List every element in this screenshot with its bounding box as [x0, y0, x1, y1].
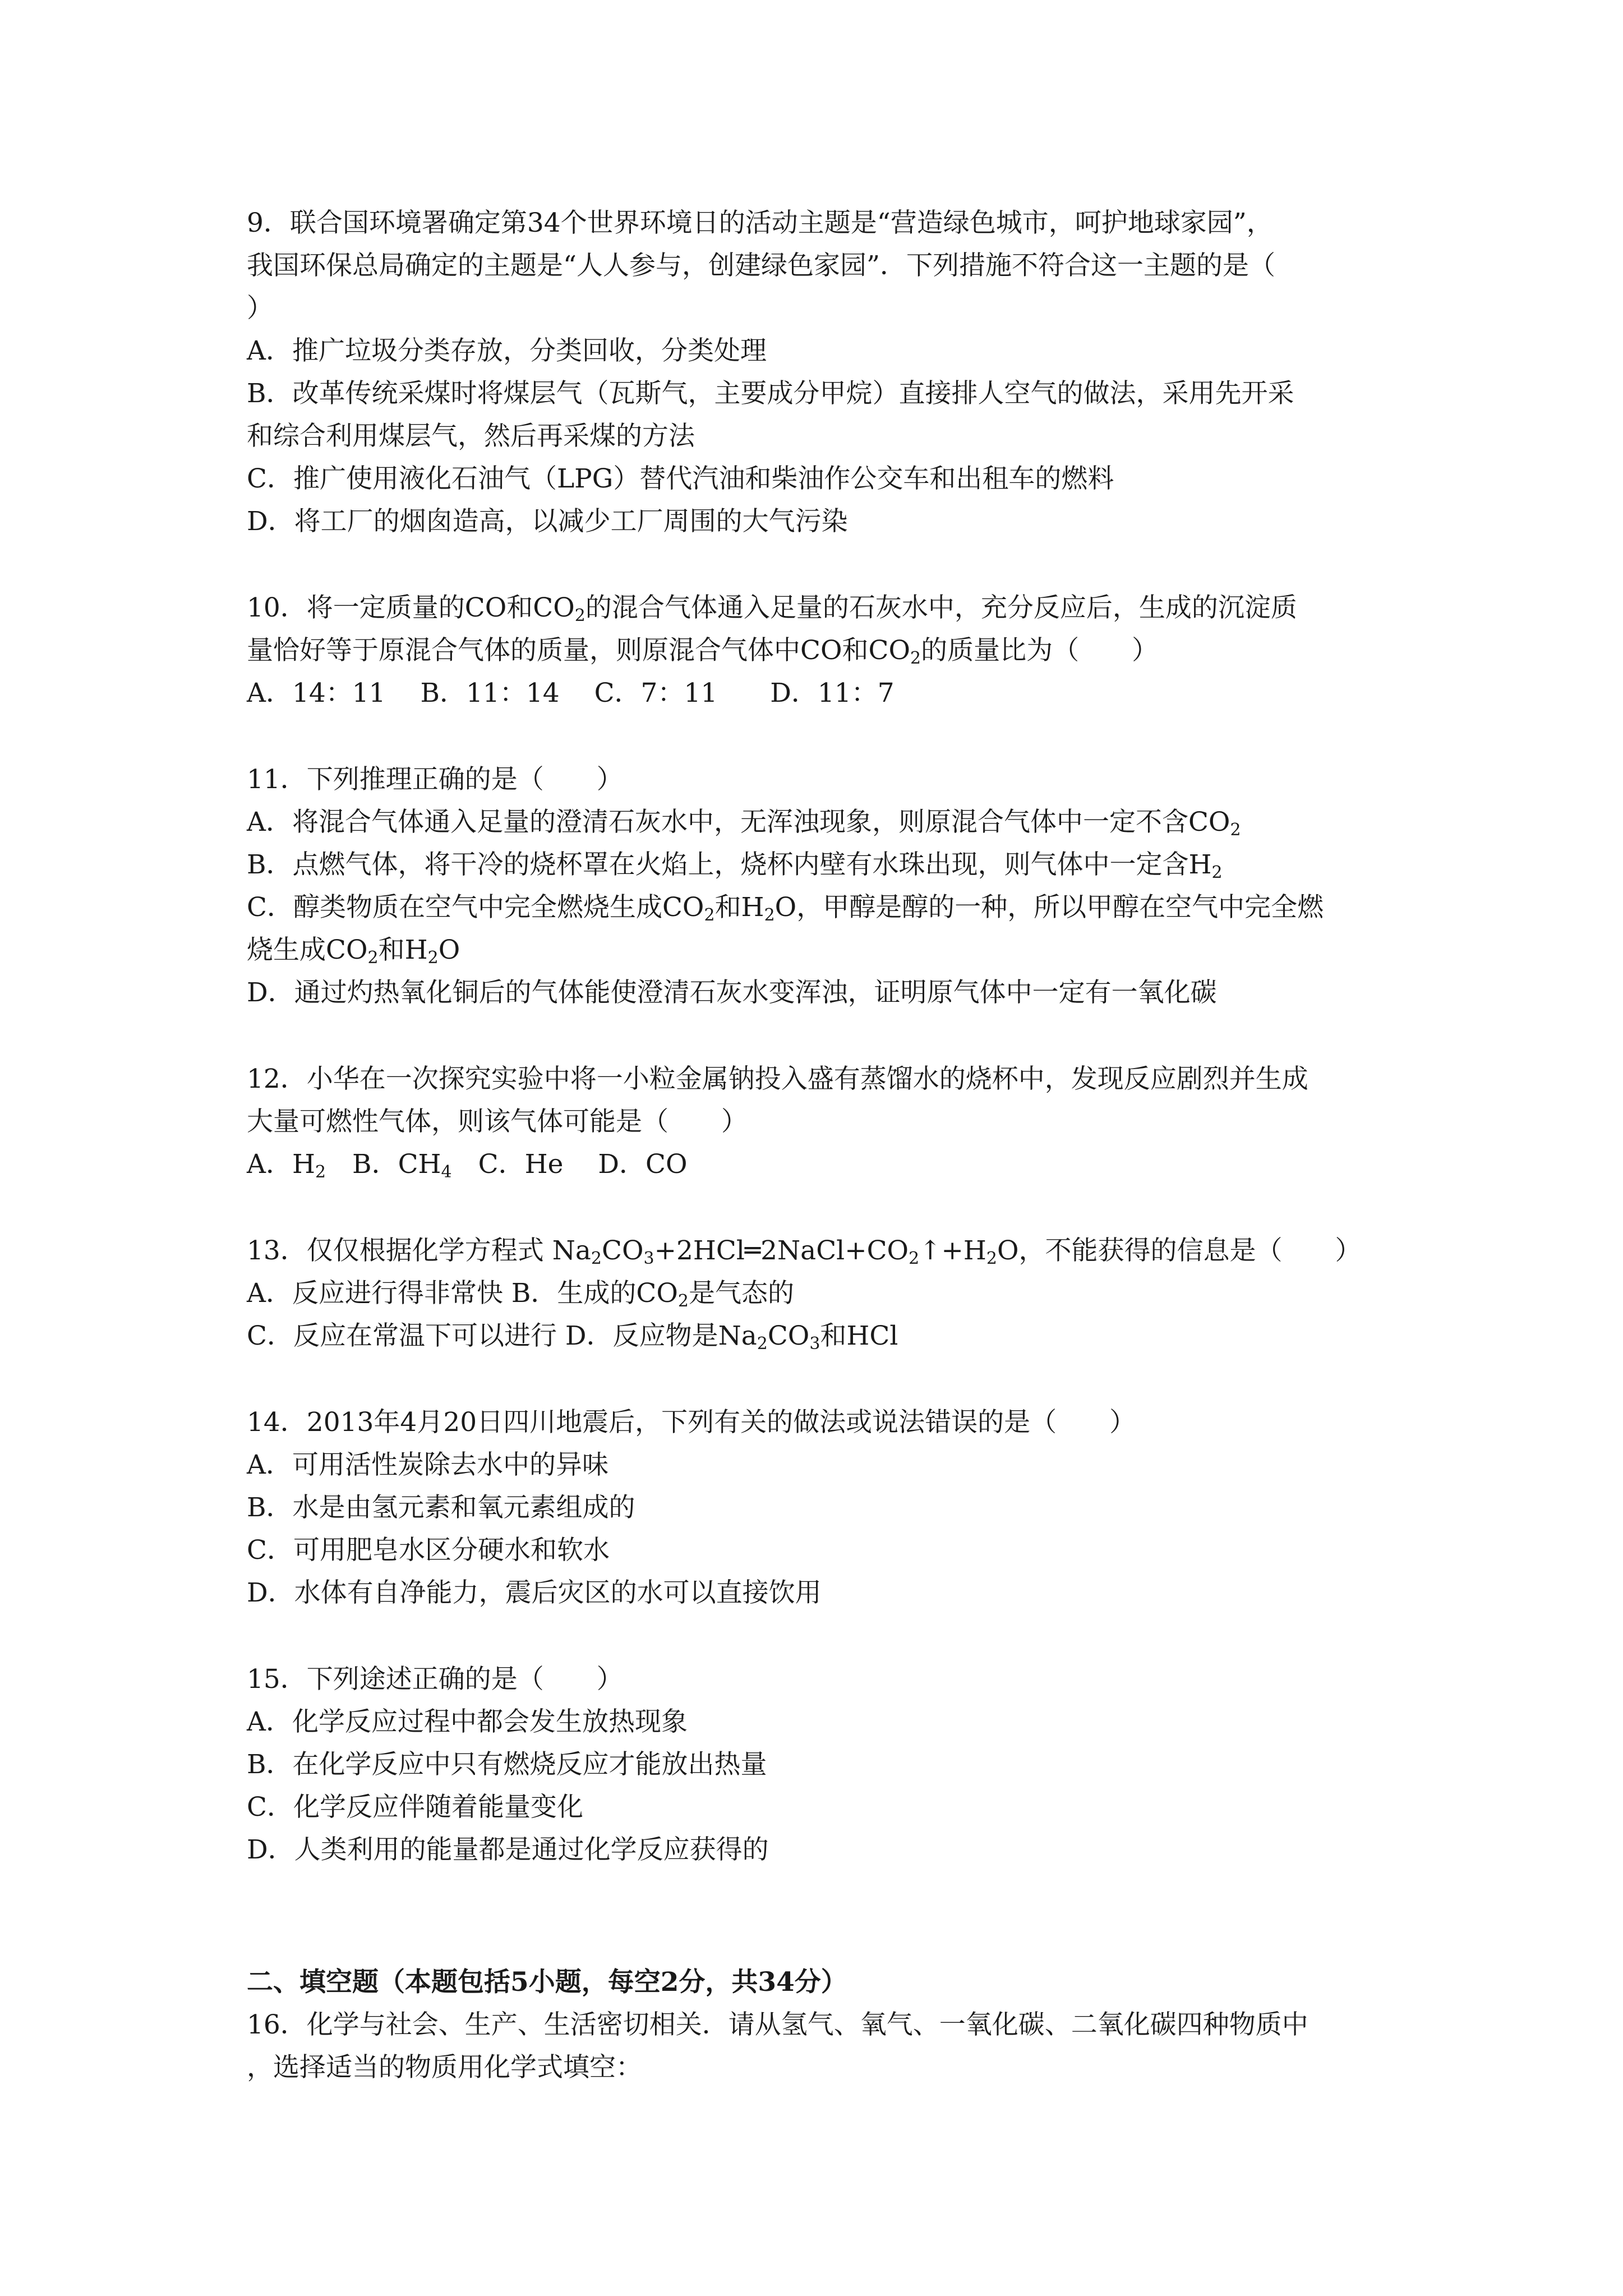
q11-text: C．醇类物质在空气中完全燃烧生成CO [247, 892, 704, 923]
question-10 [247, 587, 1396, 715]
subscript: 2 [1211, 863, 1223, 882]
subscript: 2 [574, 606, 585, 625]
q16-stem-line-2: ，选择适当的物质用化学式填空： [247, 2052, 642, 2083]
q13-text: A．反应进行得非常快 B．生成的CO [247, 1278, 678, 1309]
subscript: 3 [809, 1334, 820, 1354]
q14-option-a: A．可用活性炭除去水中的异味 [247, 1450, 608, 1480]
q14-option-d: D．水体有自净能力，震后灾区的水可以直接饮用 [247, 1577, 822, 1608]
q11-text: 和H [378, 935, 428, 965]
subscript: 2 [764, 905, 775, 925]
q13-text: 是气态的 [689, 1278, 795, 1309]
q15-option-c: C．化学反应伴随着能量变化 [247, 1792, 583, 1823]
q15-stem: 15．下列途述正确的是（ ） [247, 1664, 623, 1695]
section-2-heading: 二、填空题（本题包括5小题，每空2分，共34分） [247, 1967, 847, 1998]
q9-stem-line-1: 9．联合国环境署确定第34个世界环境日的活动主题是“营造绿色城市，呵护地球家园”， [247, 208, 1273, 238]
question-16 [247, 2004, 1396, 2089]
q15-option-a: A．化学反应过程中都会发生放热现象 [247, 1706, 688, 1737]
q13-text: 13．仅仅根据化学方程式 Na [247, 1235, 591, 1266]
subscript: 2 [677, 1291, 689, 1311]
q10-stem-line-2 [247, 629, 1396, 672]
q13-stem [247, 1230, 1396, 1272]
subscript: 2 [427, 948, 439, 968]
q10-stem-line-1 [247, 587, 1396, 629]
subscript: 2 [1230, 820, 1241, 840]
q13-text: CO [602, 1235, 644, 1266]
subscript: 2 [910, 648, 921, 668]
q12-stem-line-1: 12．小华在一次探究实验中将一小粒金属钠投入盛有蒸馏水的烧杯中，发现反应剧烈并生成 [247, 1064, 1308, 1094]
q13-text: 和HCl [820, 1320, 898, 1351]
subscript: 2 [757, 1334, 768, 1354]
exam-page [247, 202, 1396, 2089]
question-11 [247, 758, 1396, 1014]
question-14 [247, 1401, 1396, 1614]
q12-options [247, 1143, 1396, 1186]
q9-stem-line-3: ） [247, 293, 273, 324]
q13-text: O，不能获得的信息是（ ） [997, 1235, 1362, 1266]
q10-options: A．14：11 B．11：14 C．7：11 D．11：7 [247, 678, 895, 708]
q13-options-cd [247, 1315, 1396, 1358]
q14-stem: 14．2013年4月20日四川地震后，下列有关的做法或说法错误的是（ ） [247, 1407, 1136, 1438]
q14-option-b: B．水是由氢元素和氧元素组成的 [247, 1492, 635, 1523]
q11-option-c-line-2 [247, 929, 1396, 972]
q11-text: B．点燃气体，将干冷的烧杯罩在火焰上，烧杯内壁有水珠出现，则气体中一定含H [247, 849, 1212, 880]
q12-stem-line-2: 大量可燃性气体，则该气体可能是（ ） [247, 1106, 748, 1137]
subscript: 2 [591, 1249, 602, 1268]
q16-stem-line-1: 16．化学与社会、生产、生活密切相关．请从氢气、氧气、一氧化碳、二氧化碳四种物质中 [247, 2009, 1308, 2040]
q9-option-d: D．将工厂的烟囱造高，以减少工厂周围的大气污染 [247, 506, 848, 537]
q10-text: 的质量比为（ ） [921, 635, 1159, 666]
q11-option-c-line-1 [247, 886, 1396, 929]
question-9 [247, 202, 1396, 543]
q10-text: 量恰好等于原混合气体的质量，则原混合气体中CO和CO [247, 635, 910, 666]
subscript: 2 [909, 1249, 920, 1268]
q10-text: 10．将一定质量的CO和CO [247, 592, 575, 623]
q11-text: 和H [714, 892, 764, 923]
q12-text: C．He D．CO [451, 1149, 688, 1180]
subscript: 2 [704, 905, 715, 925]
q13-text: C．反应在常温下可以进行 D．反应物是Na [247, 1320, 757, 1351]
question-12 [247, 1058, 1396, 1186]
q15-option-b: B．在化学反应中只有燃烧反应才能放出热量 [247, 1749, 767, 1780]
q11-stem: 11．下列推理正确的是（ ） [247, 764, 623, 795]
q10-text: 的混合气体通入足量的石灰水中，充分反应后，生成的沉淀质 [585, 592, 1297, 623]
q9-option-c: C．推广使用液化石油气（LPG）替代汽油和柴油作公交车和出租车的燃料 [247, 463, 1114, 494]
question-13 [247, 1230, 1396, 1358]
q12-text: A．H [247, 1149, 315, 1180]
q11-text: A．将混合气体通入足量的澄清石灰水中，无浑浊现象，则原混合气体中一定不含CO [247, 807, 1230, 838]
subscript: 2 [315, 1162, 326, 1182]
subscript: 2 [986, 1249, 998, 1268]
question-15 [247, 1658, 1396, 1871]
q11-text: O，甲醇是醇的一种，所以甲醇在空气中完全燃 [774, 892, 1324, 923]
q13-text: +2HCl═2NaCl+CO [654, 1235, 909, 1266]
q11-text: O [438, 935, 460, 965]
q11-option-b [247, 844, 1396, 886]
subscript: 4 [441, 1162, 452, 1182]
q11-text: 烧生成CO [247, 935, 368, 965]
subscript: 3 [643, 1249, 654, 1268]
subscript: 2 [367, 948, 379, 968]
q13-text: ↑+H [919, 1235, 986, 1266]
q9-option-a: A．推广垃圾分类存放，分类回收，分类处理 [247, 335, 767, 366]
q9-option-b-line-1: B．改革传统采煤时将煤层气（瓦斯气，主要成分甲烷）直接排人空气的做法，采用先开采 [247, 378, 1294, 409]
q11-option-a [247, 801, 1396, 844]
q9-stem-line-2: 我国环保总局确定的主题是“人人参与，创建绿色家园”．下列措施不符合这一主题的是（ [247, 250, 1276, 281]
q14-option-c: C．可用肥皂水区分硬水和软水 [247, 1535, 610, 1566]
q9-option-b-line-2: 和综合利用煤层气，然后再采煤的方法 [247, 421, 695, 452]
q11-option-d: D．通过灼热氧化铜后的气体能使澄清石灰水变浑浊，证明原气体中一定有一氧化碳 [247, 977, 1217, 1008]
q13-options-ab [247, 1272, 1396, 1315]
q13-text: CO [767, 1320, 810, 1351]
q15-option-d: D．人类利用的能量都是通过化学反应获得的 [247, 1834, 769, 1865]
q12-text: B．CH [326, 1149, 441, 1180]
